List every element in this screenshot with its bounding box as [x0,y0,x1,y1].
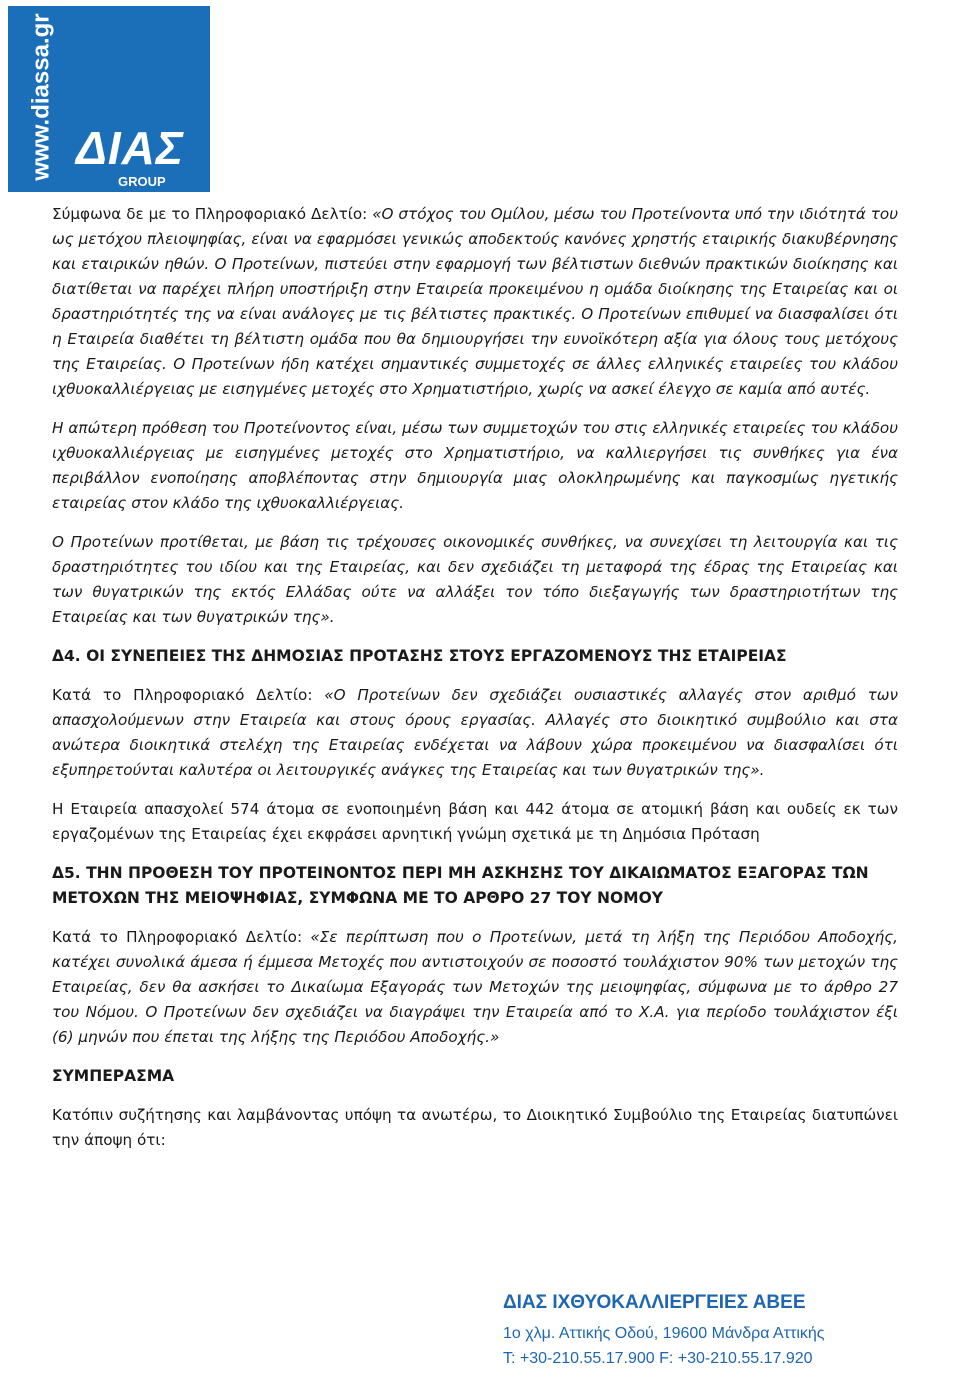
section-heading-conclusion: ΣΥΜΠΕΡΑΣΜΑ [52,1067,175,1085]
section-heading-d5: Δ5. ΤΗΝ ΠΡΟΘΕΣΗ ΤΟΥ ΠΡΟΤΕΙΝΟΝΤΟΣ ΠΕΡΙ ΜΗ ΑΣΚΗΣΗΣ ΤΟΥ ΔΙΚΑΙΩΜΑΤΟΣ ΕΞΑΓΟΡΑΣ ΤΩΝ ΜΕΤΟΧΩΝ ΤΗΣ ΜΕΙΟΨΗΦΙΑΣ, ΣΥΜΦΩΝΑ ΜΕ ΤΟ ΑΡΘΡΟ 27 ΤΟΥ ΝΟΜΟΥ [52,864,869,907]
logo-website: www.diassa.gr [28,13,56,181]
paragraph-intro: Κατά το Πληροφοριακό Δελτίο: [52,686,325,704]
section-heading-d4: Δ4. ΟΙ ΣΥΝΕΠΕΙΕΣ ΤΗΣ ΔΗΜΟΣΙΑΣ ΠΡΟΤΑΣΗΣ ΣΤΟΥΣ ΕΡΓΑΖΟΜΕΝΟΥΣ ΤΗΣ ΕΤΑΙΡΕΙΑΣ [52,647,787,665]
paragraph-squeeze-out [52,925,898,1050]
paragraph-intro: Κατά το Πληροφοριακό Δελτίο: [52,928,311,946]
footer-phones: T: +30-210.55.17.900 F: +30-210.55.17.920 [503,1350,813,1367]
footer-company-name: ΔΙΑΣ ΙΧΘΥΟΚΑΛΛΙΕΡΓΕΙΕΣ ΑΒΕΕ [503,1292,806,1313]
paragraph-quote: Ο Προτείνων προτίθεται, με βάση τις τρέχουσες οικονομικές συνθήκες, να συνεχίσει τη λειτουργία και τις δραστηριότητες του ιδίου και της Εταιρείας, και δεν σχεδιάζει τη μεταφορά της έδρας της Εταιρείας και των θυγατρικών της εκτός Ελλάδας ούτε να αλλάξει τον τόπο διεξαγωγής των δραστηριοτήτων της Εταιρείας και των θυγατρικών της». [52,533,898,626]
document-body [52,202,898,1167]
company-logo [8,6,210,192]
paragraph-quote: «Ο Προτείνων δεν σχεδιάζει ουσιαστικές αλλαγές στον αριθμό των απασχολούμενων στην Εταιρεία και στους όρους εργασίας. Αλλαγές στο διοικητικό συμβούλιο και στα ανώτερα διοικητικά στελέχη της Εταιρείας ενδέχεται να λάβουν χώρα προκειμένου να διασφαλίσει ότι εξυπηρετούνται καλυτέρα οι λειτουργικές ανάγκες της Εταιρείας και των θυγατρικών της». [52,686,898,779]
footer-address: 1ο χλμ. Αττικής Οδού, 19600 Μάνδρα Αττικής [503,1325,825,1342]
paragraph-intro: Σύμφωνα δε με το Πληροφοριακό Δελτίο: [52,205,373,223]
paragraph-intention [52,416,898,516]
page-footer [503,1288,943,1371]
paragraph-objectives [52,202,898,402]
paragraph-employees-count: Η Εταιρεία απασχολεί 574 άτομα σε ενοποιημένη βάση και 442 άτομα σε ατομική βάση και ουδείς εκ των εργαζομένων της Εταιρείας έχει εκφράσει αρνητική γνώμη σχετικά με τη Δημόσια Πρόταση [52,800,898,843]
paragraph-quote: «Ο στόχος του Ομίλου, μέσω του Προτείνοντα υπό την ιδιότητά του ως μετόχου πλειοψηφίας, είναι να εφαρμόσει γενικώς αποδεκτούς κανόνες χρηστής εταιρικής διακυβέρνησης και εταιρικών ηθών. Ο Προτείνων, πιστεύει στην εφαρμογή των βέλτιστων διεθνών πρακτικών διοίκησης και διατίθεται να παρέχει πλήρη υποστήριξη στην Εταιρεία προκειμένου η ομάδα διοίκησης της Εταιρείας και οι δραστηριότητές της να είναι ανάλογες με τις βέλτιστες πρακτικές. Ο Προτείνων επιθυμεί να διασφαλίσει ότι η Εταιρεία διαθέτει τη βέλτιστη ομάδα που θα δημιουργήσει την ευνοϊκότερη αξία για όλους τους μετόχους της Εταιρείας. Ο Προτείνων ήδη κατέχει σημαντικές συμμετοχές σε άλλες ελληνικές εταιρείες του κλάδου ιχθυοκαλλιέργειας με εισηγμένες μετοχές στο Χρηματιστήριο, χωρίς να ασκεί έλεγχο σε καμία από αυτές. [52,205,898,398]
logo-group-label: GROUP [118,174,166,189]
paragraph-quote: Η απώτερη πρόθεση του Προτείνοντος είναι, μέσω των συμμετοχών του στις ελληνικές εταιρείες του κλάδου ιχθυοκαλλιέργειας με εισηγμένες μετοχές στο Χρηματιστήριο, να καλλιεργήσει τις συνθήκες για ένα περιβάλλον ενοποίησης αποβλέποντας στην δημιουργία μιας ολοκληρωμένης και παγκοσμίως ηγετικής εταιρείας στον κλάδο της ιχθυοκαλλιέργειας. [52,419,898,512]
paragraph-employees-quote [52,683,898,783]
paragraph-quote: «Σε περίπτωση που ο Προτείνων, μετά τη λήξη της Περιόδου Αποδοχής, κατέχει συνολικά άμεσα ή έμμεσα Μετοχές που αντιστοιχούν σε ποσοστό τουλάχιστον 90% των μετοχών της Εταιρείας, δεν θα ασκήσει το Δικαίωμα Εξαγοράς των Μετοχών της μειοψηφίας, σύμφωνα με το άρθρο 27 του Νόμου. Ο Προτείνων δεν σχεδιάζει να διαγράψει την Εταιρεία από το Χ.Α. για περίοδο τουλάχιστον έξι (6) μηνών που έπεται της λήξης της Περιόδου Αποδοχής.» [52,928,898,1046]
logo-wordmark: ΔΙΑΣ [76,122,185,174]
paragraph-conclusion: Κατόπιν συζήτησης και λαμβάνοντας υπόψη τα ανωτέρω, το Διοικητικό Συμβούλιο της Εταιρείας διατυπώνει την άποψη ότι: [52,1106,898,1149]
paragraph-operations [52,530,898,630]
